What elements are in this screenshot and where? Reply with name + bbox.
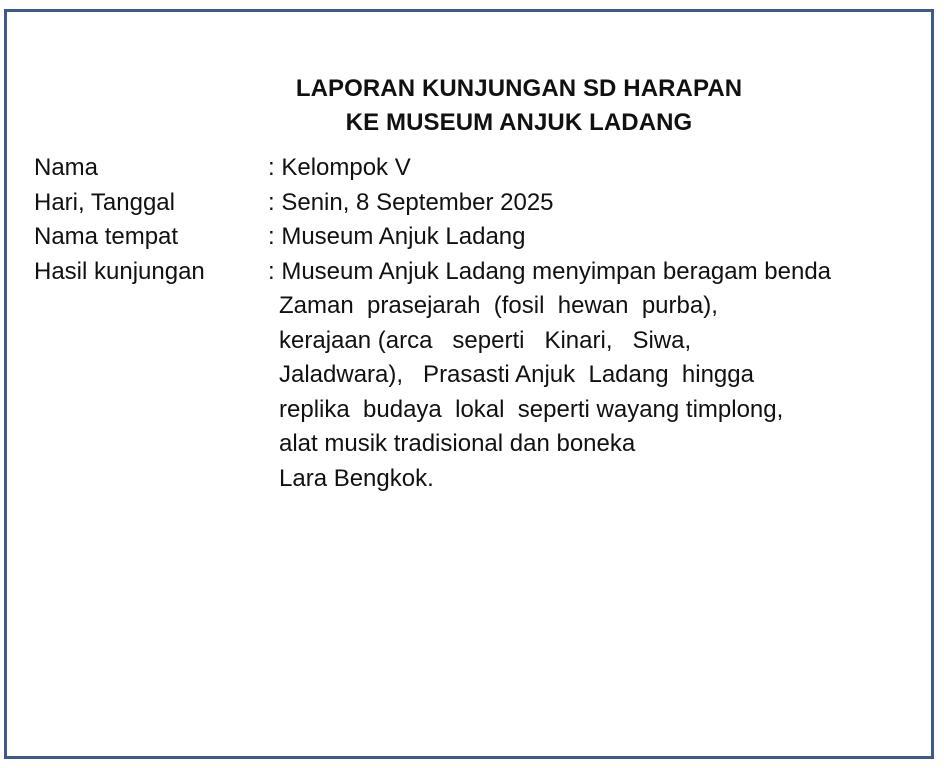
field-label: Hasil kunjungan: [34, 257, 205, 285]
field-label: Hari, Tanggal: [34, 188, 175, 216]
field-row-nama: [34, 151, 831, 186]
title-line-1: LAPORAN KUNJUNGAN SD HARAPAN: [295, 75, 743, 102]
result-line: Jaladwara), Prasasti Anjuk Ladang hingga: [279, 361, 754, 388]
field-row-hasil-kunjungan: [34, 255, 831, 290]
field-label: Nama tempat: [34, 223, 179, 250]
field-value: : Museum Anjuk Ladang menyimpan beragam benda: [268, 257, 832, 285]
field-value: : Kelompok V: [268, 154, 411, 181]
result-line: alat musik tradisional dan boneka: [279, 430, 636, 457]
field-label: Nama: [34, 154, 99, 181]
field-row-hari-tanggal: [34, 186, 831, 221]
field-value: : Senin, 8 September 2025: [268, 188, 554, 216]
title-line-2: KE MUSEUM ANJUK LADANG: [345, 109, 693, 136]
result-line: kerajaan (arca seperti Kinari, Siwa,: [279, 326, 692, 354]
report-frame: [4, 9, 934, 759]
field-value: : Museum Anjuk Ladang: [268, 223, 526, 250]
report-title: [7, 72, 931, 140]
field-row-nama-tempat: [34, 220, 831, 255]
result-line: replika budaya lokal seperti wayang timplong,: [279, 395, 784, 423]
result-line: Lara Bengkok.: [279, 464, 434, 492]
report-fields: [34, 151, 831, 496]
result-line: Zaman prasejarah (fosil hewan purba),: [279, 292, 718, 319]
